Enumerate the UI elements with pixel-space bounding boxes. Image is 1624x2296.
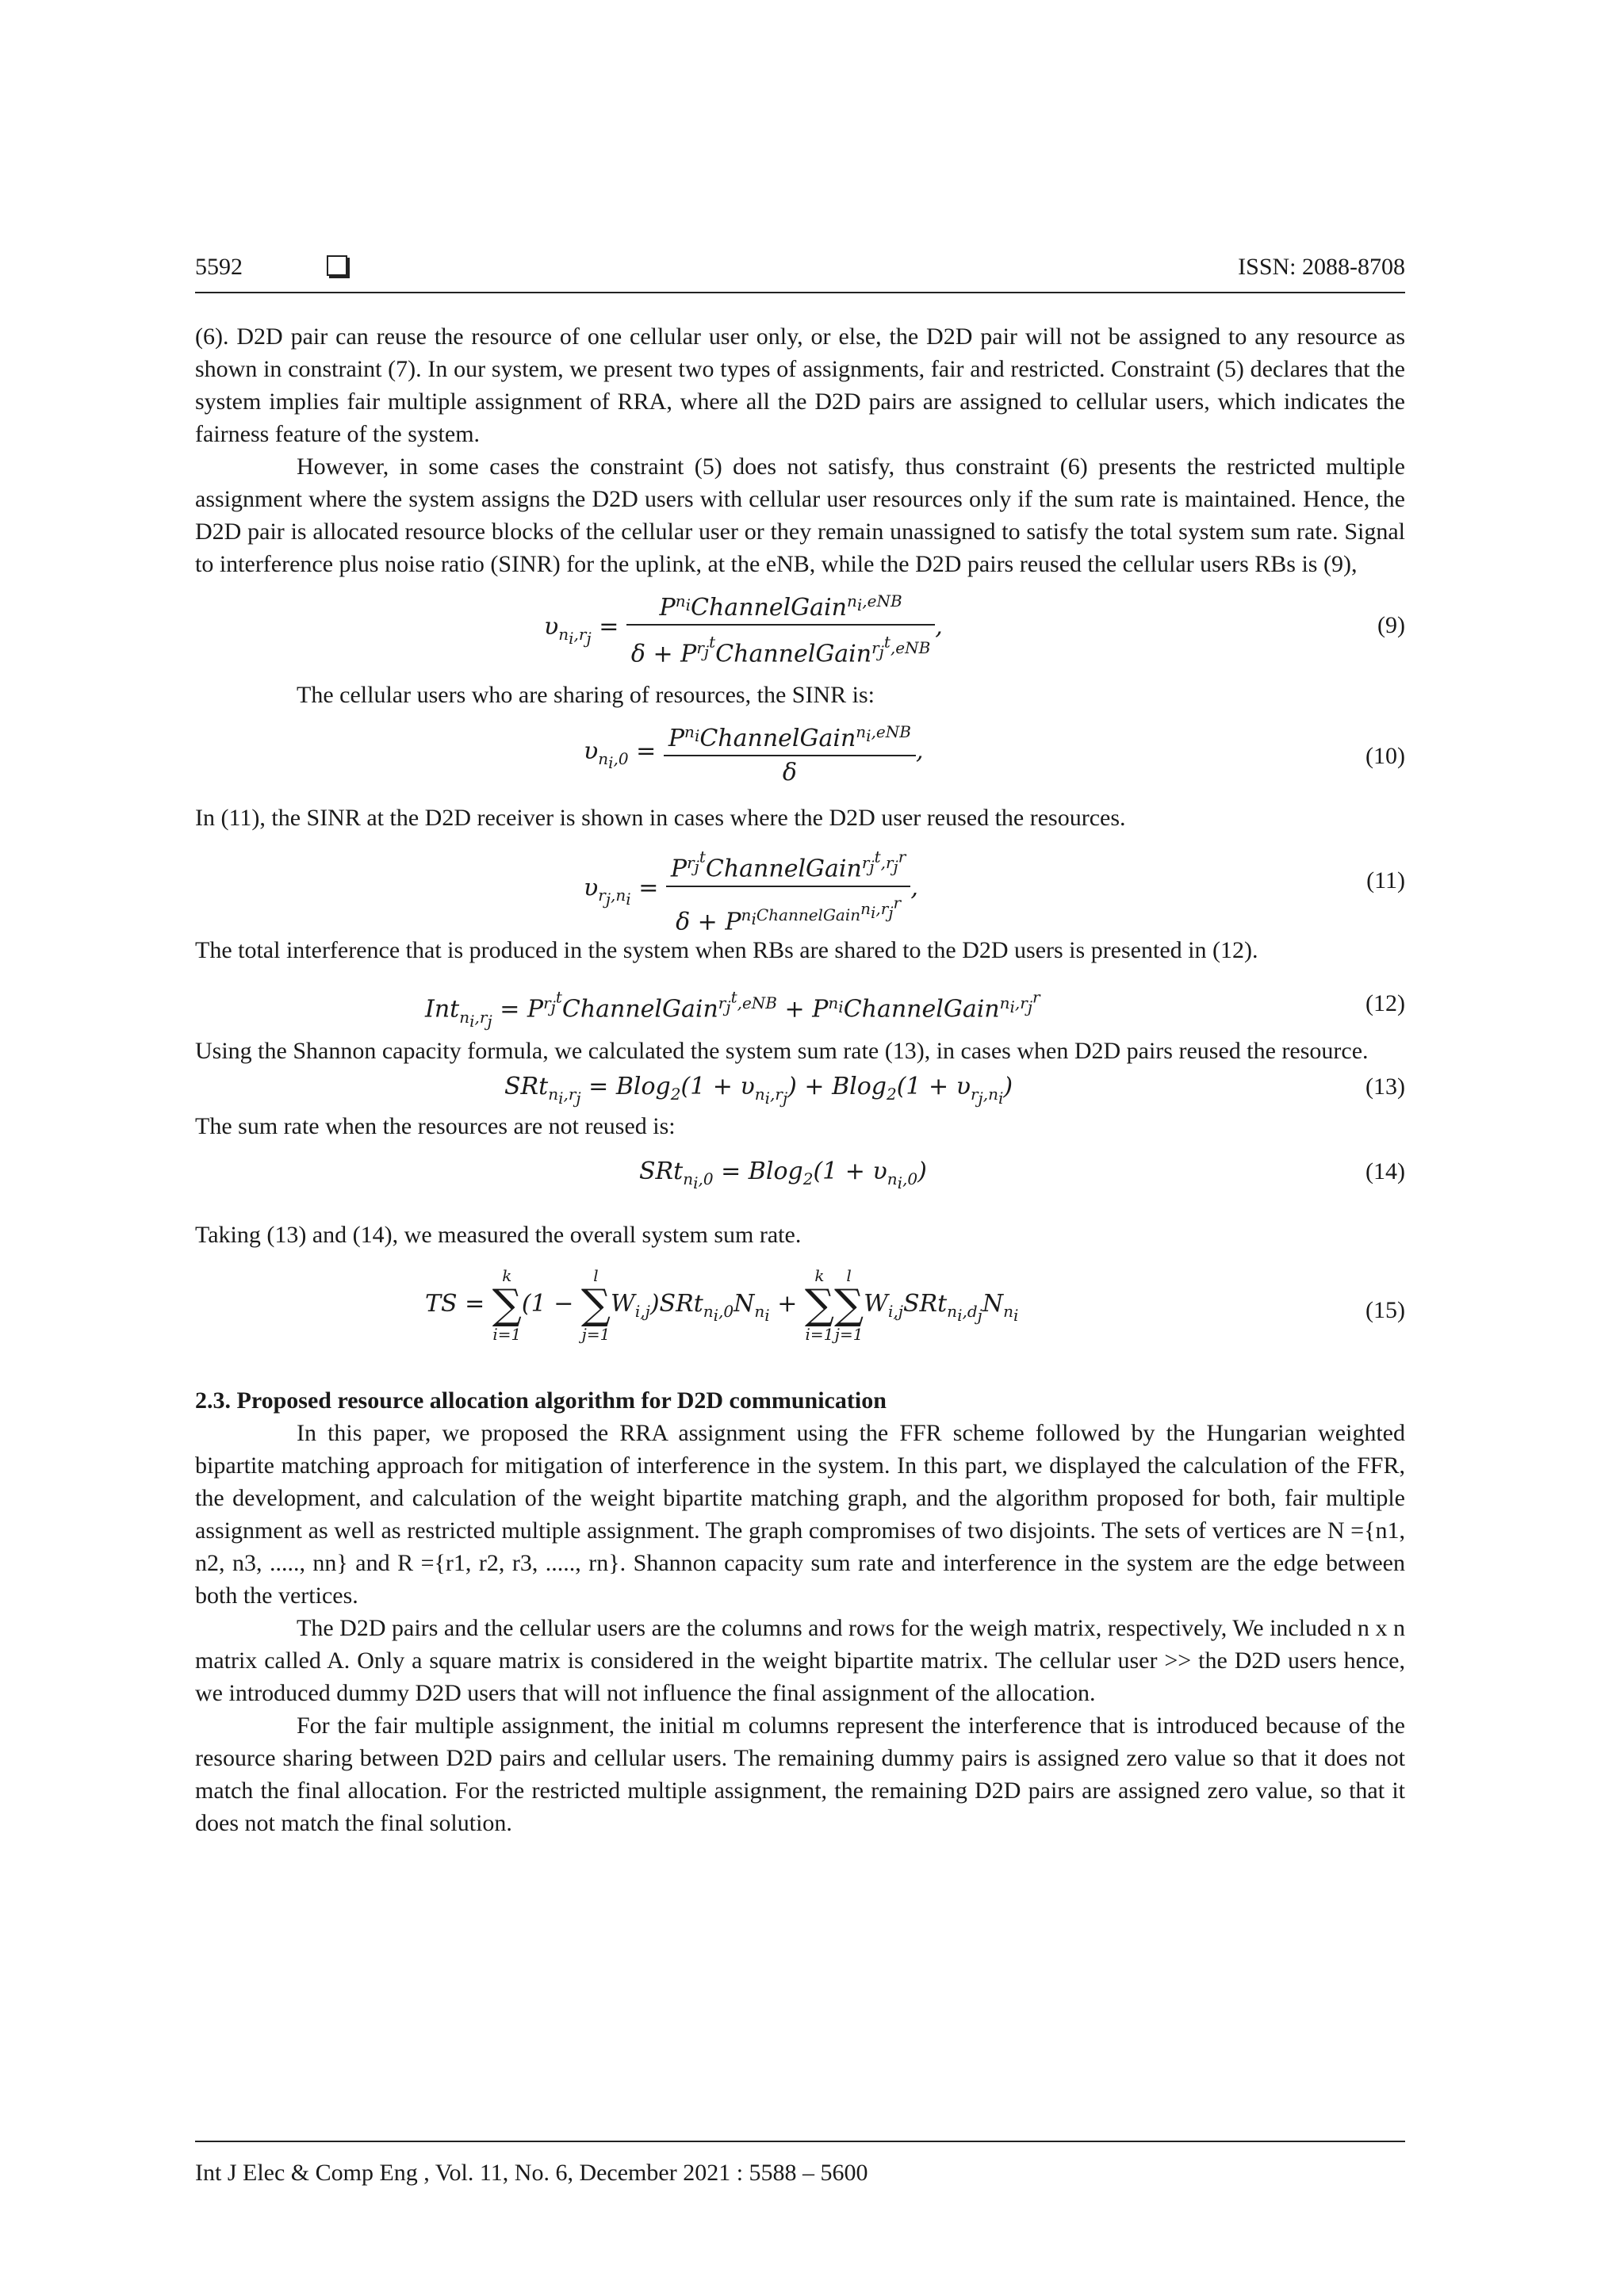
paragraph: (6). D2D pair can reuse the resource of one cellular user only, or else, the D2D pair will not be assigned to any resource as shown in constraint (7). In our system, we present two types of assignments, fair and restricted. Constraint (5) declares that the system implies fair multiple assignment of RRA, where all the D2D pairs are assigned to cellular users, which indicates the fairness feature of the system. <box>195 323 1405 447</box>
section-heading: 2.3. Proposed resource allocation algorithm for D2D communication <box>195 1387 887 1414</box>
equation-15: TS = k ∑ i=1 (1 − l ∑ j=1 $W_{i,j})SRt_{n_i,0}N_{n_i}$ + k ∑ i=1 l ∑ j=1 $W_{i,j}SRt_{n_i,d_j}N_{n_i}$ (15) <box>425 1266 1405 1344</box>
equation-number: (14) <box>1365 1158 1405 1184</box>
paragraph: The total interference that is produced in the system when RBs are shared to the D2D users is presented in (12). <box>195 937 1258 963</box>
equation-number: (11) <box>1366 867 1405 894</box>
equation-12: $Int_{n_i,r_j} = P^{r_j^t}ChannelGain^{r_j^t,eNB}$ + $P^{n_i}ChannelGain^{n_i,r_j^r}$ (12) <box>425 987 1405 1031</box>
equation-number: (15) <box>1365 1297 1405 1323</box>
article-body <box>195 320 1405 1839</box>
equation-number: (9) <box>1377 612 1405 638</box>
page-footer <box>195 2141 1405 2187</box>
equation-10: $\upsilon_{n_i,0}$ = $\frac{P^{n_i}ChannelGain^{n_i,eNB}}{\delta}$ , (10) <box>195 716 1405 802</box>
square-bullet-icon <box>327 255 347 276</box>
page-header <box>195 252 1405 293</box>
equation-number: (13) <box>1365 1073 1405 1100</box>
paragraph: For the fair multiple assignment, the initial m columns represent the interference that is introduced because of the resource sharing between D2D pairs and cellular users. The remaining dummy pairs is assigned zero value so that it does not match the final allocation. For the restricted multiple assignment, the remaining D2D pairs are assigned zero value, so that it does not match the final solution. <box>195 1712 1405 1836</box>
paragraph: The sum rate when the resources are not reused is: <box>195 1113 676 1139</box>
paragraph: Using the Shannon capacity formula, we calculated the system sum rate (13), in cases when D2D pairs reused the resource. <box>195 1038 1369 1064</box>
equation-14: $SRt_{n_i,0} = Blog_2(1 + \upsilon_{n_i,0})$ (14) <box>195 1155 1405 1219</box>
equation-number: (10) <box>1365 743 1405 769</box>
paragraph: In this paper, we proposed the RRA assignment using the FFR scheme followed by the Hungarian weighted bipartite matching approach for mitigation of interference in the system. In this part, we displayed the calculation of the FFR, the development, and calculation of the weight bipartite matching graph, and the algorithm proposed for both, fair multiple assignment as well as restricted multiple assignment. The graph compromises of two disjoints. The sets of vertices are N ={n1, n2, n3, ....., nn} and R ={r1, r2, r3, ....., rn}. Shannon capacity sum rate and interference in the system are the edge between both the vertices. <box>195 1420 1405 1609</box>
equation-13: $SRt_{n_i,r_j} = Blog_2(1 + \upsilon_{n_i,r_j}) + Blog_2(1 + \upsilon_{r_j,n_i})$ (13) <box>195 1070 1405 1110</box>
paragraph: Taking (13) and (14), we measured the overall system sum rate. <box>195 1222 802 1248</box>
paragraph: The cellular users who are sharing of resources, the SINR is: <box>297 682 875 708</box>
equation-number: (12) <box>1365 990 1405 1016</box>
paragraph: The D2D pairs and the cellular users are the columns and rows for the weigh matrix, respectively, We included n x n matrix called A. Only a square matrix is considered in the weight bipartite matrix. The cellular user >> the D2D users hence, we introduced dummy D2D users that will not influence the final assignment of the allocation. <box>195 1615 1405 1706</box>
paragraph: In (11), the SINR at the D2D receiver is shown in cases where the D2D user reused the resources. <box>195 805 1126 831</box>
equation-11: $\upsilon_{r_j,n_i}$ = $\frac{P^{r_j^t}ChannelGain^{r_j^t,r_j^r}}{\delta + P^{n_iChannelGain^{n_i,r_j^r}}}$ , (11) <box>195 840 1405 934</box>
paragraph: However, in some cases the constraint (5) does not satisfy, thus constraint (6) presents the restricted multiple assignment where the system assigns the D2D users with cellular user resources only if the sum rate is maintained. Hence, the D2D pair is allocated resource blocks of the cellular user or they remain unassigned to satisfy the total system sum rate. Signal to interference plus noise ratio (SINR) for the uplink, at the eNB, while the D2D pairs reused the cellular users RBs is (9), <box>195 453 1405 577</box>
page-number: 5592 <box>195 254 243 280</box>
journal-citation: Int J Elec & Comp Eng , Vol. 11, No. 6, December 2021 : 5588 – 5600 <box>195 2160 868 2186</box>
equation-9: $\upsilon_{n_i,r_j}$ = $\frac{P^{n_i}ChannelGain^{n_i,eNB}}{\delta + P^{r_j^t}ChannelGain^{r_j^t,eNB}}$ , (9) <box>195 585 1405 679</box>
issn-label: ISSN: 2088-8708 <box>1238 254 1405 280</box>
